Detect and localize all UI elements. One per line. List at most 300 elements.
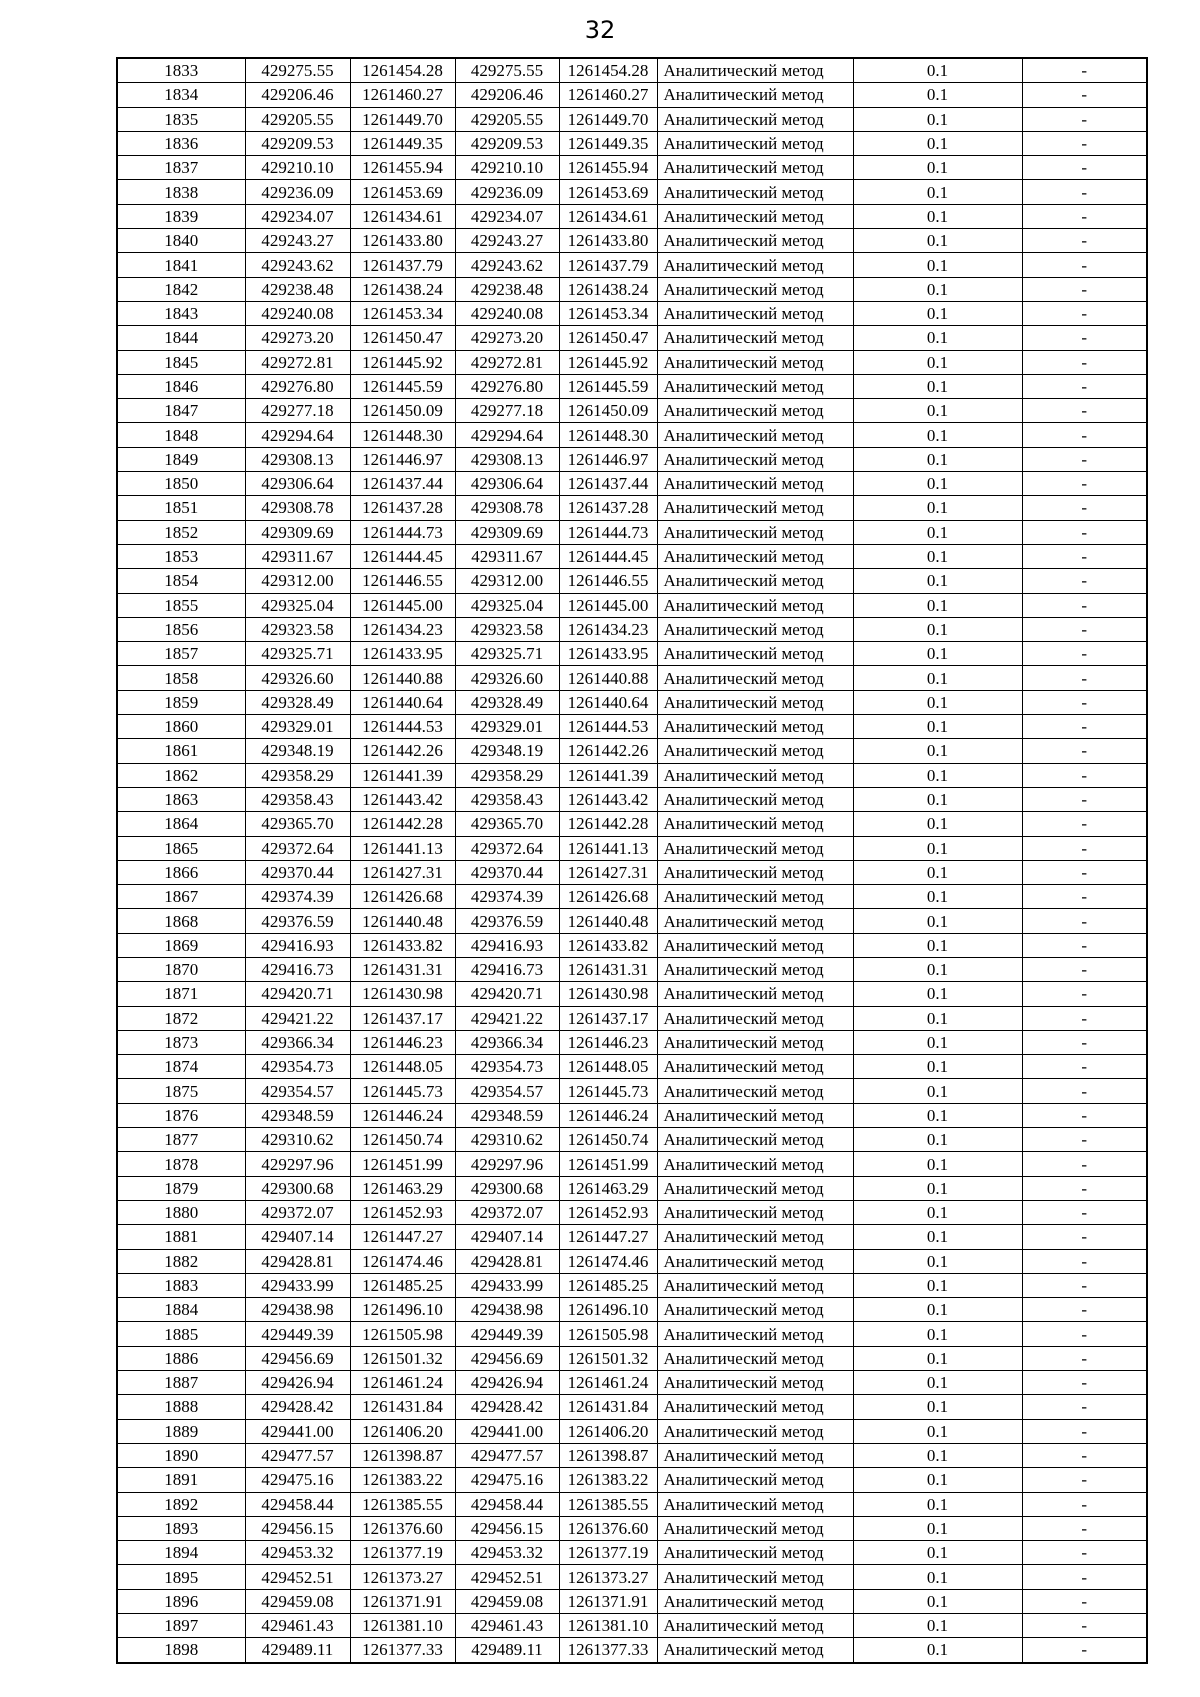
y-coord-cell: 1261376.60 xyxy=(350,1516,455,1540)
accuracy-cell: 0.1 xyxy=(853,277,1022,301)
note-cell: - xyxy=(1022,1565,1147,1589)
x-coord-2-cell: 429294.64 xyxy=(455,423,559,447)
note-cell: - xyxy=(1022,860,1147,884)
table-row xyxy=(117,326,1147,350)
point-number-cell: 1849 xyxy=(117,447,245,471)
x-coord-cell: 429366.34 xyxy=(245,1030,350,1054)
y-coord-2-cell: 1261448.30 xyxy=(559,423,657,447)
x-coord-cell: 429238.48 xyxy=(245,277,350,301)
table-row xyxy=(117,374,1147,398)
note-cell: - xyxy=(1022,787,1147,811)
x-coord-cell: 429277.18 xyxy=(245,399,350,423)
table-row xyxy=(117,569,1147,593)
table-row xyxy=(117,885,1147,909)
point-number-cell: 1850 xyxy=(117,472,245,496)
y-coord-cell: 1261437.17 xyxy=(350,1006,455,1030)
point-number-cell: 1842 xyxy=(117,277,245,301)
accuracy-cell: 0.1 xyxy=(853,1006,1022,1030)
y-coord-cell: 1261454.28 xyxy=(350,58,455,83)
x-coord-2-cell: 429243.27 xyxy=(455,229,559,253)
accuracy-cell: 0.1 xyxy=(853,1516,1022,1540)
point-number-cell: 1876 xyxy=(117,1103,245,1127)
point-number-cell: 1894 xyxy=(117,1541,245,1565)
table-row xyxy=(117,1249,1147,1273)
method-cell: Аналитический метод xyxy=(657,1298,853,1322)
accuracy-cell: 0.1 xyxy=(853,1638,1022,1663)
x-coord-2-cell: 429426.94 xyxy=(455,1371,559,1395)
accuracy-cell: 0.1 xyxy=(853,1128,1022,1152)
y-coord-2-cell: 1261446.23 xyxy=(559,1030,657,1054)
accuracy-cell: 0.1 xyxy=(853,982,1022,1006)
y-coord-2-cell: 1261444.45 xyxy=(559,544,657,568)
y-coord-2-cell: 1261450.09 xyxy=(559,399,657,423)
method-cell: Аналитический метод xyxy=(657,715,853,739)
table-row xyxy=(117,1614,1147,1638)
y-coord-cell: 1261450.74 xyxy=(350,1128,455,1152)
method-cell: Аналитический метод xyxy=(657,569,853,593)
x-coord-2-cell: 429311.67 xyxy=(455,544,559,568)
accuracy-cell: 0.1 xyxy=(853,1152,1022,1176)
x-coord-2-cell: 429276.80 xyxy=(455,374,559,398)
x-coord-2-cell: 429277.18 xyxy=(455,399,559,423)
y-coord-2-cell: 1261441.39 xyxy=(559,763,657,787)
x-coord-2-cell: 429272.81 xyxy=(455,350,559,374)
x-coord-cell: 429475.16 xyxy=(245,1468,350,1492)
point-number-cell: 1865 xyxy=(117,836,245,860)
method-cell: Аналитический метод xyxy=(657,1614,853,1638)
point-number-cell: 1887 xyxy=(117,1371,245,1395)
x-coord-2-cell: 429310.62 xyxy=(455,1128,559,1152)
accuracy-cell: 0.1 xyxy=(853,593,1022,617)
x-coord-2-cell: 429326.60 xyxy=(455,666,559,690)
x-coord-cell: 429308.13 xyxy=(245,447,350,471)
note-cell: - xyxy=(1022,1079,1147,1103)
accuracy-cell: 0.1 xyxy=(853,229,1022,253)
accuracy-cell: 0.1 xyxy=(853,1030,1022,1054)
method-cell: Аналитический метод xyxy=(657,180,853,204)
x-coord-2-cell: 429354.73 xyxy=(455,1055,559,1079)
y-coord-cell: 1261440.64 xyxy=(350,690,455,714)
y-coord-cell: 1261406.20 xyxy=(350,1419,455,1443)
point-number-cell: 1851 xyxy=(117,496,245,520)
point-number-cell: 1855 xyxy=(117,593,245,617)
method-cell: Аналитический метод xyxy=(657,326,853,350)
x-coord-cell: 429370.44 xyxy=(245,860,350,884)
table-row xyxy=(117,1468,1147,1492)
y-coord-cell: 1261426.68 xyxy=(350,885,455,909)
accuracy-cell: 0.1 xyxy=(853,885,1022,909)
table-row xyxy=(117,763,1147,787)
y-coord-cell: 1261431.31 xyxy=(350,957,455,981)
y-coord-2-cell: 1261434.23 xyxy=(559,617,657,641)
accuracy-cell: 0.1 xyxy=(853,909,1022,933)
point-number-cell: 1854 xyxy=(117,569,245,593)
method-cell: Аналитический метод xyxy=(657,812,853,836)
x-coord-cell: 429376.59 xyxy=(245,909,350,933)
method-cell: Аналитический метод xyxy=(657,83,853,107)
accuracy-cell: 0.1 xyxy=(853,1055,1022,1079)
x-coord-cell: 429300.68 xyxy=(245,1176,350,1200)
y-coord-cell: 1261445.92 xyxy=(350,350,455,374)
table-row xyxy=(117,593,1147,617)
note-cell: - xyxy=(1022,690,1147,714)
y-coord-2-cell: 1261450.74 xyxy=(559,1128,657,1152)
x-coord-cell: 429209.53 xyxy=(245,131,350,155)
y-coord-cell: 1261485.25 xyxy=(350,1273,455,1297)
y-coord-2-cell: 1261385.55 xyxy=(559,1492,657,1516)
x-coord-2-cell: 429428.42 xyxy=(455,1395,559,1419)
x-coord-cell: 429453.32 xyxy=(245,1541,350,1565)
method-cell: Аналитический метод xyxy=(657,107,853,131)
x-coord-cell: 429421.22 xyxy=(245,1006,350,1030)
x-coord-cell: 429309.69 xyxy=(245,520,350,544)
table-row xyxy=(117,107,1147,131)
x-coord-2-cell: 429238.48 xyxy=(455,277,559,301)
y-coord-cell: 1261444.45 xyxy=(350,544,455,568)
x-coord-cell: 429374.39 xyxy=(245,885,350,909)
point-number-cell: 1871 xyxy=(117,982,245,1006)
table-row xyxy=(117,496,1147,520)
accuracy-cell: 0.1 xyxy=(853,860,1022,884)
point-number-cell: 1846 xyxy=(117,374,245,398)
method-cell: Аналитический метод xyxy=(657,1225,853,1249)
method-cell: Аналитический метод xyxy=(657,520,853,544)
x-coord-2-cell: 429420.71 xyxy=(455,982,559,1006)
point-number-cell: 1861 xyxy=(117,739,245,763)
accuracy-cell: 0.1 xyxy=(853,496,1022,520)
y-coord-2-cell: 1261437.44 xyxy=(559,472,657,496)
y-coord-cell: 1261437.44 xyxy=(350,472,455,496)
note-cell: - xyxy=(1022,1128,1147,1152)
method-cell: Аналитический метод xyxy=(657,593,853,617)
note-cell: - xyxy=(1022,107,1147,131)
method-cell: Аналитический метод xyxy=(657,374,853,398)
y-coord-2-cell: 1261440.64 xyxy=(559,690,657,714)
accuracy-cell: 0.1 xyxy=(853,301,1022,325)
x-coord-cell: 429325.71 xyxy=(245,642,350,666)
x-coord-cell: 429308.78 xyxy=(245,496,350,520)
point-number-cell: 1878 xyxy=(117,1152,245,1176)
y-coord-cell: 1261446.24 xyxy=(350,1103,455,1127)
x-coord-2-cell: 429358.43 xyxy=(455,787,559,811)
x-coord-cell: 429365.70 xyxy=(245,812,350,836)
y-coord-2-cell: 1261437.28 xyxy=(559,496,657,520)
note-cell: - xyxy=(1022,1541,1147,1565)
method-cell: Аналитический метод xyxy=(657,1468,853,1492)
y-coord-2-cell: 1261444.73 xyxy=(559,520,657,544)
accuracy-cell: 0.1 xyxy=(853,1225,1022,1249)
x-coord-cell: 429306.64 xyxy=(245,472,350,496)
y-coord-cell: 1261441.13 xyxy=(350,836,455,860)
y-coord-2-cell: 1261427.31 xyxy=(559,860,657,884)
y-coord-2-cell: 1261445.92 xyxy=(559,350,657,374)
y-coord-cell: 1261383.22 xyxy=(350,1468,455,1492)
table-row xyxy=(117,423,1147,447)
y-coord-cell: 1261448.30 xyxy=(350,423,455,447)
point-number-cell: 1838 xyxy=(117,180,245,204)
x-coord-2-cell: 429456.69 xyxy=(455,1346,559,1370)
accuracy-cell: 0.1 xyxy=(853,690,1022,714)
y-coord-cell: 1261437.79 xyxy=(350,253,455,277)
method-cell: Аналитический метод xyxy=(657,1419,853,1443)
method-cell: Аналитический метод xyxy=(657,1176,853,1200)
accuracy-cell: 0.1 xyxy=(853,1273,1022,1297)
method-cell: Аналитический метод xyxy=(657,277,853,301)
accuracy-cell: 0.1 xyxy=(853,666,1022,690)
note-cell: - xyxy=(1022,1638,1147,1663)
table-row xyxy=(117,1298,1147,1322)
x-coord-2-cell: 429358.29 xyxy=(455,763,559,787)
y-coord-2-cell: 1261447.27 xyxy=(559,1225,657,1249)
x-coord-2-cell: 429206.46 xyxy=(455,83,559,107)
note-cell: - xyxy=(1022,763,1147,787)
method-cell: Аналитический метод xyxy=(657,301,853,325)
x-coord-cell: 429372.07 xyxy=(245,1200,350,1224)
y-coord-2-cell: 1261451.99 xyxy=(559,1152,657,1176)
method-cell: Аналитический метод xyxy=(657,1200,853,1224)
y-coord-2-cell: 1261437.79 xyxy=(559,253,657,277)
x-coord-2-cell: 429210.10 xyxy=(455,156,559,180)
x-coord-cell: 429243.27 xyxy=(245,229,350,253)
table-row xyxy=(117,131,1147,155)
note-cell: - xyxy=(1022,933,1147,957)
x-coord-cell: 429328.49 xyxy=(245,690,350,714)
point-number-cell: 1886 xyxy=(117,1346,245,1370)
x-coord-cell: 429326.60 xyxy=(245,666,350,690)
x-coord-cell: 429329.01 xyxy=(245,715,350,739)
y-coord-2-cell: 1261452.93 xyxy=(559,1200,657,1224)
note-cell: - xyxy=(1022,1225,1147,1249)
y-coord-2-cell: 1261376.60 xyxy=(559,1516,657,1540)
x-coord-cell: 429358.43 xyxy=(245,787,350,811)
note-cell: - xyxy=(1022,399,1147,423)
y-coord-cell: 1261381.10 xyxy=(350,1614,455,1638)
note-cell: - xyxy=(1022,58,1147,83)
table-row xyxy=(117,666,1147,690)
table-row xyxy=(117,787,1147,811)
x-coord-cell: 429358.29 xyxy=(245,763,350,787)
y-coord-cell: 1261449.70 xyxy=(350,107,455,131)
y-coord-cell: 1261371.91 xyxy=(350,1589,455,1613)
y-coord-cell: 1261452.93 xyxy=(350,1200,455,1224)
x-coord-2-cell: 429376.59 xyxy=(455,909,559,933)
x-coord-2-cell: 429209.53 xyxy=(455,131,559,155)
x-coord-cell: 429458.44 xyxy=(245,1492,350,1516)
note-cell: - xyxy=(1022,1468,1147,1492)
x-coord-2-cell: 429205.55 xyxy=(455,107,559,131)
x-coord-cell: 429461.43 xyxy=(245,1614,350,1638)
x-coord-2-cell: 429306.64 xyxy=(455,472,559,496)
x-coord-2-cell: 429234.07 xyxy=(455,204,559,228)
accuracy-cell: 0.1 xyxy=(853,204,1022,228)
x-coord-2-cell: 429433.99 xyxy=(455,1273,559,1297)
note-cell: - xyxy=(1022,1152,1147,1176)
accuracy-cell: 0.1 xyxy=(853,933,1022,957)
accuracy-cell: 0.1 xyxy=(853,1079,1022,1103)
table-row xyxy=(117,229,1147,253)
x-coord-2-cell: 429374.39 xyxy=(455,885,559,909)
x-coord-2-cell: 429456.15 xyxy=(455,1516,559,1540)
x-coord-cell: 429311.67 xyxy=(245,544,350,568)
y-coord-cell: 1261455.94 xyxy=(350,156,455,180)
point-number-cell: 1870 xyxy=(117,957,245,981)
accuracy-cell: 0.1 xyxy=(853,642,1022,666)
y-coord-cell: 1261377.33 xyxy=(350,1638,455,1663)
x-coord-2-cell: 429458.44 xyxy=(455,1492,559,1516)
table-row xyxy=(117,1322,1147,1346)
x-coord-2-cell: 429325.04 xyxy=(455,593,559,617)
table-row xyxy=(117,1273,1147,1297)
x-coord-cell: 429477.57 xyxy=(245,1443,350,1467)
table-row xyxy=(117,1541,1147,1565)
point-number-cell: 1889 xyxy=(117,1419,245,1443)
point-number-cell: 1852 xyxy=(117,520,245,544)
y-coord-2-cell: 1261455.94 xyxy=(559,156,657,180)
page-number: 32 xyxy=(584,16,616,44)
method-cell: Аналитический метод xyxy=(657,1492,853,1516)
x-coord-2-cell: 429348.59 xyxy=(455,1103,559,1127)
note-cell: - xyxy=(1022,1443,1147,1467)
accuracy-cell: 0.1 xyxy=(853,1176,1022,1200)
x-coord-2-cell: 429459.08 xyxy=(455,1589,559,1613)
y-coord-2-cell: 1261431.84 xyxy=(559,1395,657,1419)
x-coord-cell: 429354.57 xyxy=(245,1079,350,1103)
y-coord-2-cell: 1261433.80 xyxy=(559,229,657,253)
y-coord-cell: 1261442.28 xyxy=(350,812,455,836)
x-coord-cell: 429272.81 xyxy=(245,350,350,374)
accuracy-cell: 0.1 xyxy=(853,812,1022,836)
x-coord-cell: 429294.64 xyxy=(245,423,350,447)
note-cell: - xyxy=(1022,301,1147,325)
table-row xyxy=(117,180,1147,204)
point-number-cell: 1853 xyxy=(117,544,245,568)
y-coord-2-cell: 1261453.34 xyxy=(559,301,657,325)
y-coord-cell: 1261437.28 xyxy=(350,496,455,520)
x-coord-2-cell: 429428.81 xyxy=(455,1249,559,1273)
note-cell: - xyxy=(1022,1419,1147,1443)
y-coord-cell: 1261446.55 xyxy=(350,569,455,593)
note-cell: - xyxy=(1022,593,1147,617)
method-cell: Аналитический метод xyxy=(657,472,853,496)
method-cell: Аналитический метод xyxy=(657,787,853,811)
accuracy-cell: 0.1 xyxy=(853,1419,1022,1443)
point-number-cell: 1890 xyxy=(117,1443,245,1467)
x-coord-2-cell: 429452.51 xyxy=(455,1565,559,1589)
method-cell: Аналитический метод xyxy=(657,933,853,957)
y-coord-2-cell: 1261440.88 xyxy=(559,666,657,690)
method-cell: Аналитический метод xyxy=(657,253,853,277)
point-number-cell: 1836 xyxy=(117,131,245,155)
note-cell: - xyxy=(1022,83,1147,107)
note-cell: - xyxy=(1022,1055,1147,1079)
accuracy-cell: 0.1 xyxy=(853,472,1022,496)
y-coord-2-cell: 1261448.05 xyxy=(559,1055,657,1079)
y-coord-2-cell: 1261398.87 xyxy=(559,1443,657,1467)
y-coord-cell: 1261398.87 xyxy=(350,1443,455,1467)
table-row xyxy=(117,350,1147,374)
x-coord-2-cell: 429275.55 xyxy=(455,58,559,83)
y-coord-cell: 1261442.26 xyxy=(350,739,455,763)
y-coord-cell: 1261385.55 xyxy=(350,1492,455,1516)
table-row xyxy=(117,860,1147,884)
accuracy-cell: 0.1 xyxy=(853,1322,1022,1346)
accuracy-cell: 0.1 xyxy=(853,374,1022,398)
accuracy-cell: 0.1 xyxy=(853,569,1022,593)
y-coord-2-cell: 1261377.19 xyxy=(559,1541,657,1565)
point-number-cell: 1859 xyxy=(117,690,245,714)
note-cell: - xyxy=(1022,1176,1147,1200)
x-coord-cell: 429273.20 xyxy=(245,326,350,350)
note-cell: - xyxy=(1022,1322,1147,1346)
point-number-cell: 1845 xyxy=(117,350,245,374)
x-coord-2-cell: 429308.78 xyxy=(455,496,559,520)
accuracy-cell: 0.1 xyxy=(853,1565,1022,1589)
x-coord-cell: 429441.00 xyxy=(245,1419,350,1443)
x-coord-cell: 429428.42 xyxy=(245,1395,350,1419)
table-row xyxy=(117,1346,1147,1370)
note-cell: - xyxy=(1022,1371,1147,1395)
y-coord-cell: 1261440.48 xyxy=(350,909,455,933)
x-coord-cell: 429416.93 xyxy=(245,933,350,957)
point-number-cell: 1833 xyxy=(117,58,245,83)
point-number-cell: 1892 xyxy=(117,1492,245,1516)
method-cell: Аналитический метод xyxy=(657,666,853,690)
y-coord-2-cell: 1261445.59 xyxy=(559,374,657,398)
y-coord-2-cell: 1261449.35 xyxy=(559,131,657,155)
y-coord-2-cell: 1261460.27 xyxy=(559,83,657,107)
y-coord-cell: 1261496.10 xyxy=(350,1298,455,1322)
table-row xyxy=(117,301,1147,325)
x-coord-2-cell: 429325.71 xyxy=(455,642,559,666)
accuracy-cell: 0.1 xyxy=(853,544,1022,568)
y-coord-cell: 1261505.98 xyxy=(350,1322,455,1346)
x-coord-cell: 429243.62 xyxy=(245,253,350,277)
y-coord-cell: 1261461.24 xyxy=(350,1371,455,1395)
table-row xyxy=(117,1516,1147,1540)
note-cell: - xyxy=(1022,1346,1147,1370)
note-cell: - xyxy=(1022,447,1147,471)
point-number-cell: 1895 xyxy=(117,1565,245,1589)
table-row xyxy=(117,836,1147,860)
point-number-cell: 1879 xyxy=(117,1176,245,1200)
note-cell: - xyxy=(1022,423,1147,447)
note-cell: - xyxy=(1022,1006,1147,1030)
note-cell: - xyxy=(1022,1516,1147,1540)
method-cell: Аналитический метод xyxy=(657,617,853,641)
note-cell: - xyxy=(1022,204,1147,228)
accuracy-cell: 0.1 xyxy=(853,1589,1022,1613)
method-cell: Аналитический метод xyxy=(657,1516,853,1540)
accuracy-cell: 0.1 xyxy=(853,156,1022,180)
note-cell: - xyxy=(1022,374,1147,398)
method-cell: Аналитический метод xyxy=(657,1322,853,1346)
point-number-cell: 1882 xyxy=(117,1249,245,1273)
y-coord-cell: 1261446.23 xyxy=(350,1030,455,1054)
accuracy-cell: 0.1 xyxy=(853,326,1022,350)
note-cell: - xyxy=(1022,544,1147,568)
method-cell: Аналитический метод xyxy=(657,1030,853,1054)
method-cell: Аналитический метод xyxy=(657,229,853,253)
point-number-cell: 1848 xyxy=(117,423,245,447)
note-cell: - xyxy=(1022,1103,1147,1127)
y-coord-2-cell: 1261501.32 xyxy=(559,1346,657,1370)
x-coord-2-cell: 429348.19 xyxy=(455,739,559,763)
note-cell: - xyxy=(1022,1492,1147,1516)
y-coord-2-cell: 1261444.53 xyxy=(559,715,657,739)
note-cell: - xyxy=(1022,982,1147,1006)
x-coord-2-cell: 429273.20 xyxy=(455,326,559,350)
y-coord-cell: 1261443.42 xyxy=(350,787,455,811)
